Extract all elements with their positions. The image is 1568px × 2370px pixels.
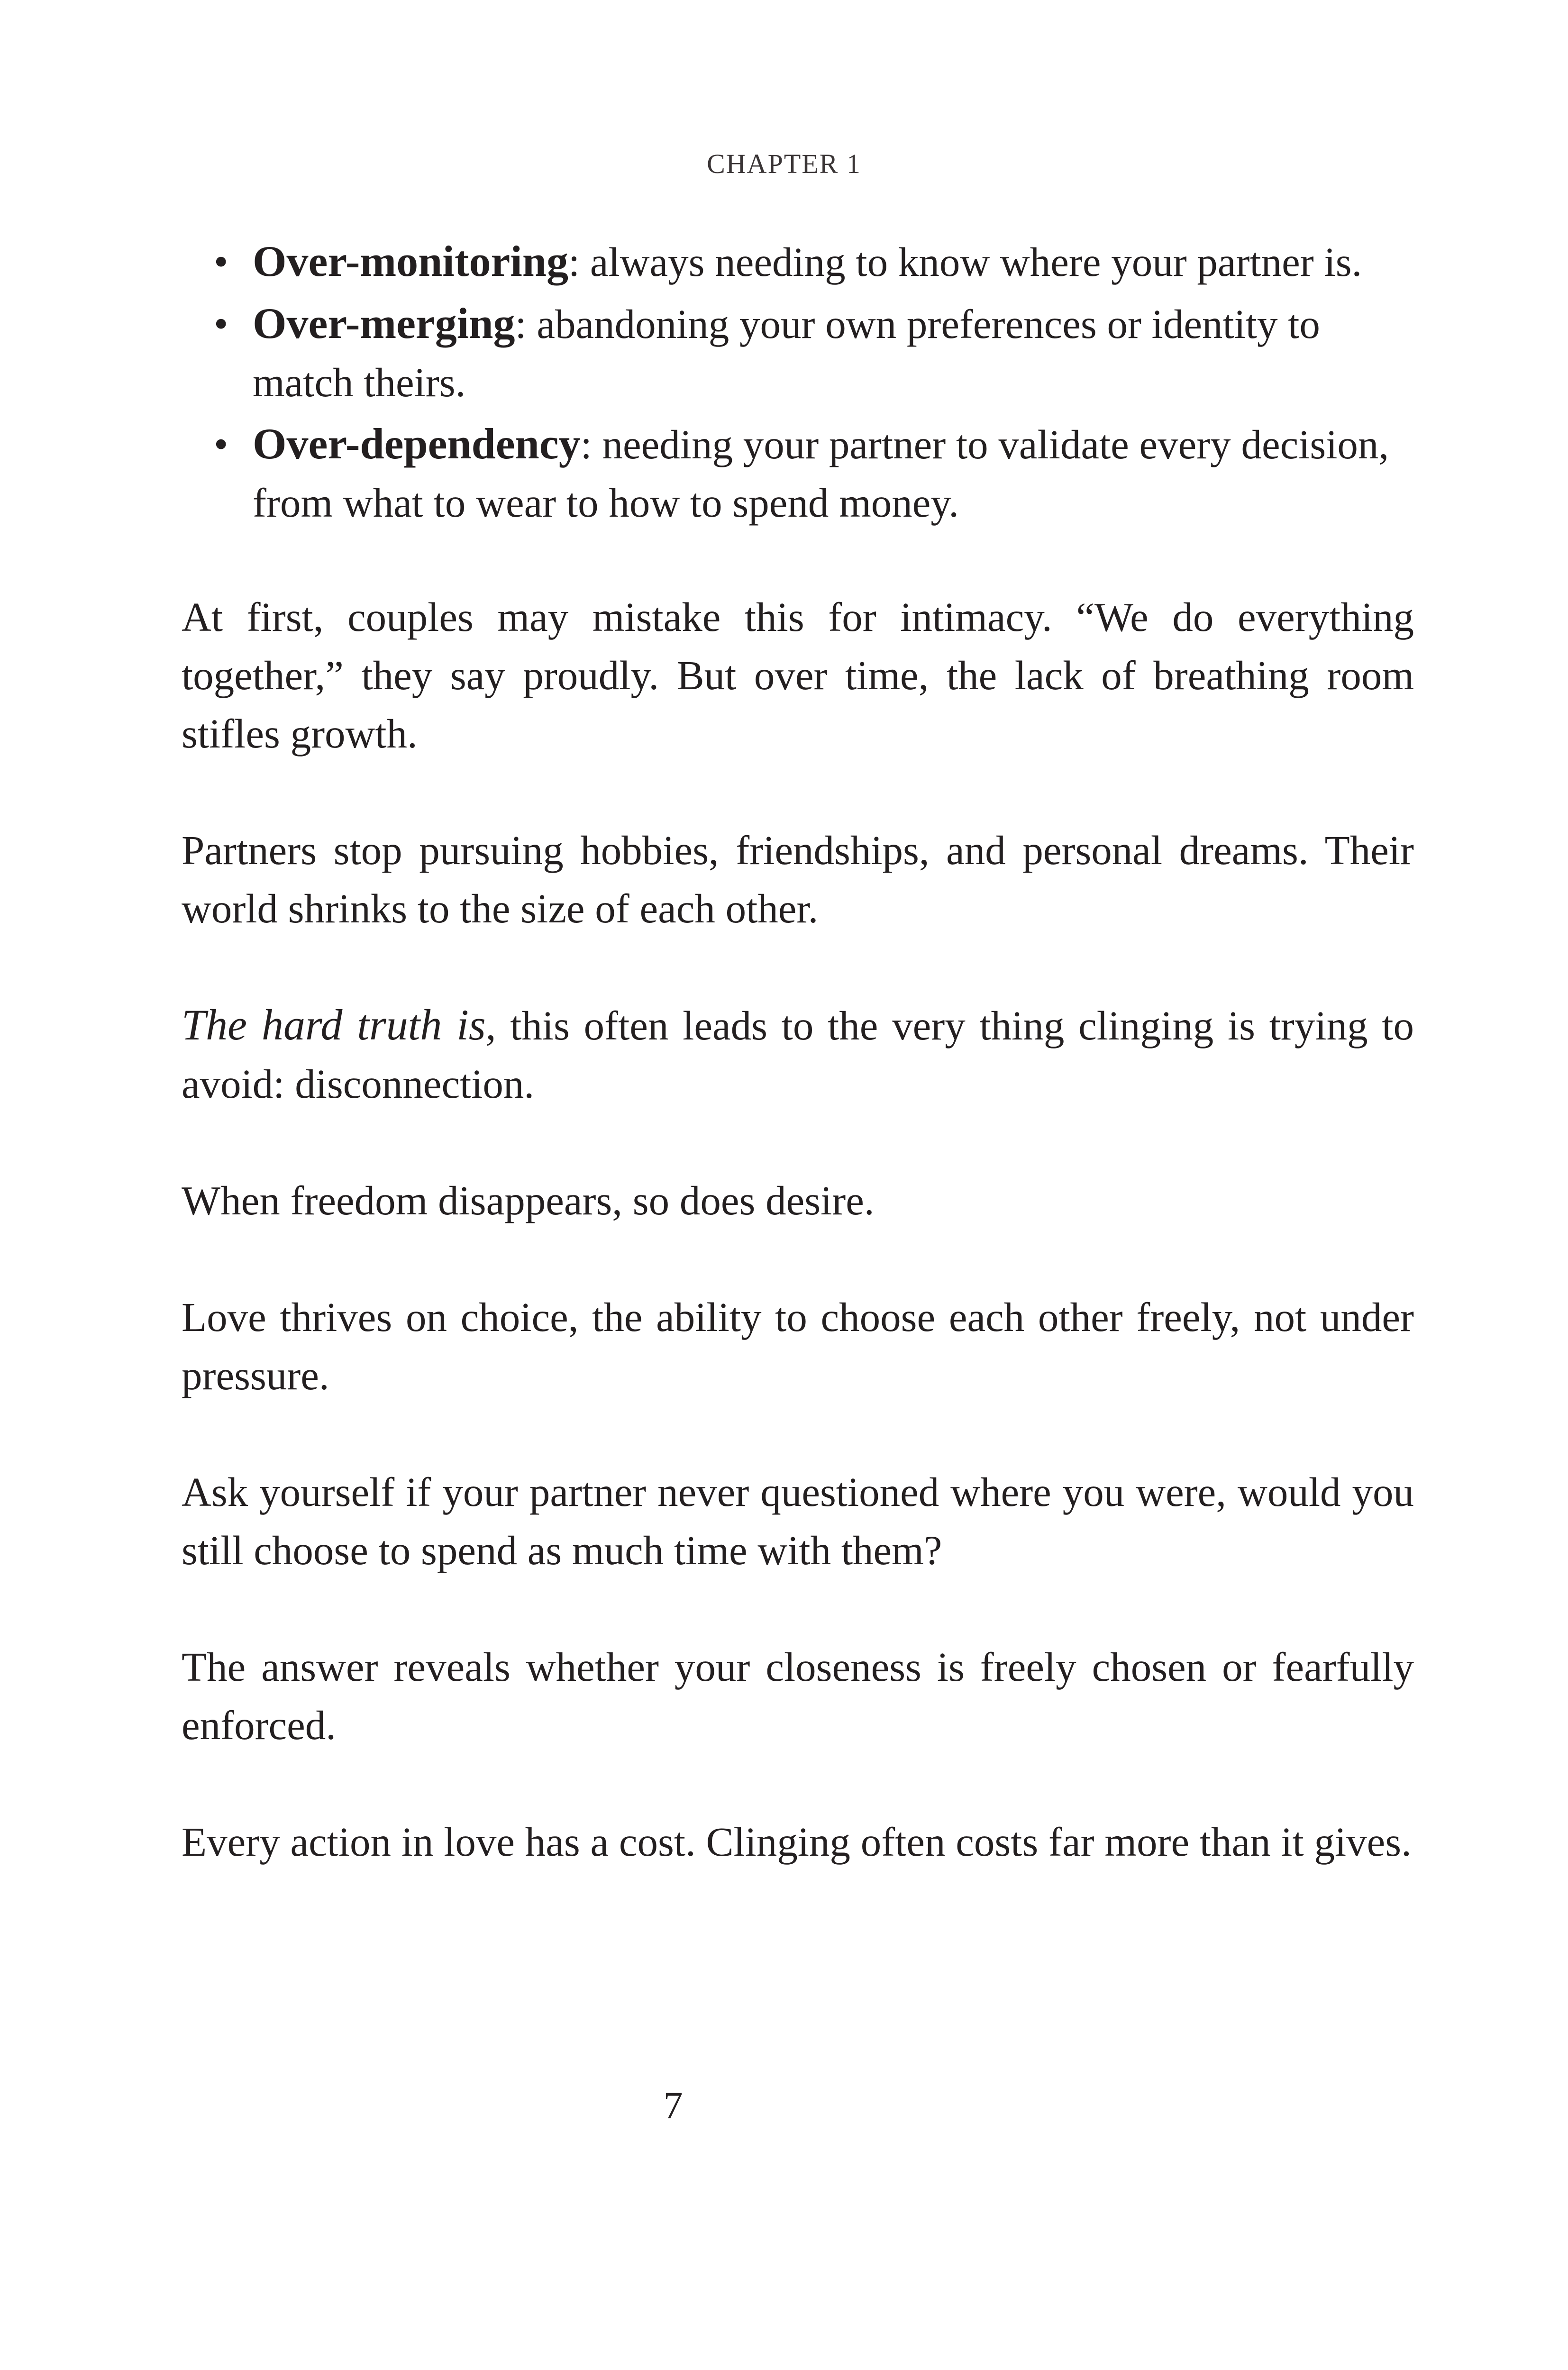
page-number: 7 [663, 2084, 683, 2127]
bullet-term: Over-monitoring [253, 237, 569, 285]
bullet-term: Over-merging [253, 299, 515, 347]
paragraph: Every action in love has a cost. Clinging often costs far more than it gives. [182, 1819, 1412, 1865]
paragraph: When freedom disappears, so does desire. [182, 1177, 875, 1223]
list-item [182, 294, 1414, 411]
list-item [182, 415, 1414, 532]
paragraph: Love thrives on choice, the ability to choose each other freely, not under pressure. [182, 1294, 1414, 1398]
bullet-term: Over-dependency [253, 419, 581, 468]
bullet-text: : needing your partner to validate every decision, from what to wear to how to spend money. [253, 421, 1389, 526]
paragraph: Ask yourself if your partner never questioned where you were, would you still choose to spend as much time with them? [182, 1469, 1414, 1573]
bullet-text: : always needing to know where your partner is. [568, 239, 1362, 285]
paragraph-text: , this often leads to the very thing clinging is trying to avoid: disconnection. [182, 1003, 1414, 1107]
bullet-list [182, 232, 1414, 532]
bullet-icon: • [214, 301, 228, 346]
bullet-text: : abandoning your own preferences or identity to match theirs. [253, 301, 1320, 405]
page-body [182, 232, 1414, 1871]
bullet-icon: • [214, 238, 228, 284]
list-item [182, 232, 1414, 291]
paragraph: Partners stop pursuing hobbies, friendships, and personal dreams. Their world shrinks to the size of each other. [182, 827, 1414, 931]
paragraph: The answer reveals whether your closeness is freely chosen or fearfully enforced. [182, 1644, 1414, 1748]
paragraph: At first, couples may mistake this for intimacy. “We do everything together,” they say proudly. But over time, the lack of breathing room stifles growth. [182, 594, 1414, 757]
running-header: CHAPTER 1 [707, 148, 861, 179]
paragraph [182, 996, 1414, 1113]
bullet-icon: • [214, 421, 228, 467]
italic-lead-in: The hard truth is [182, 1001, 486, 1049]
